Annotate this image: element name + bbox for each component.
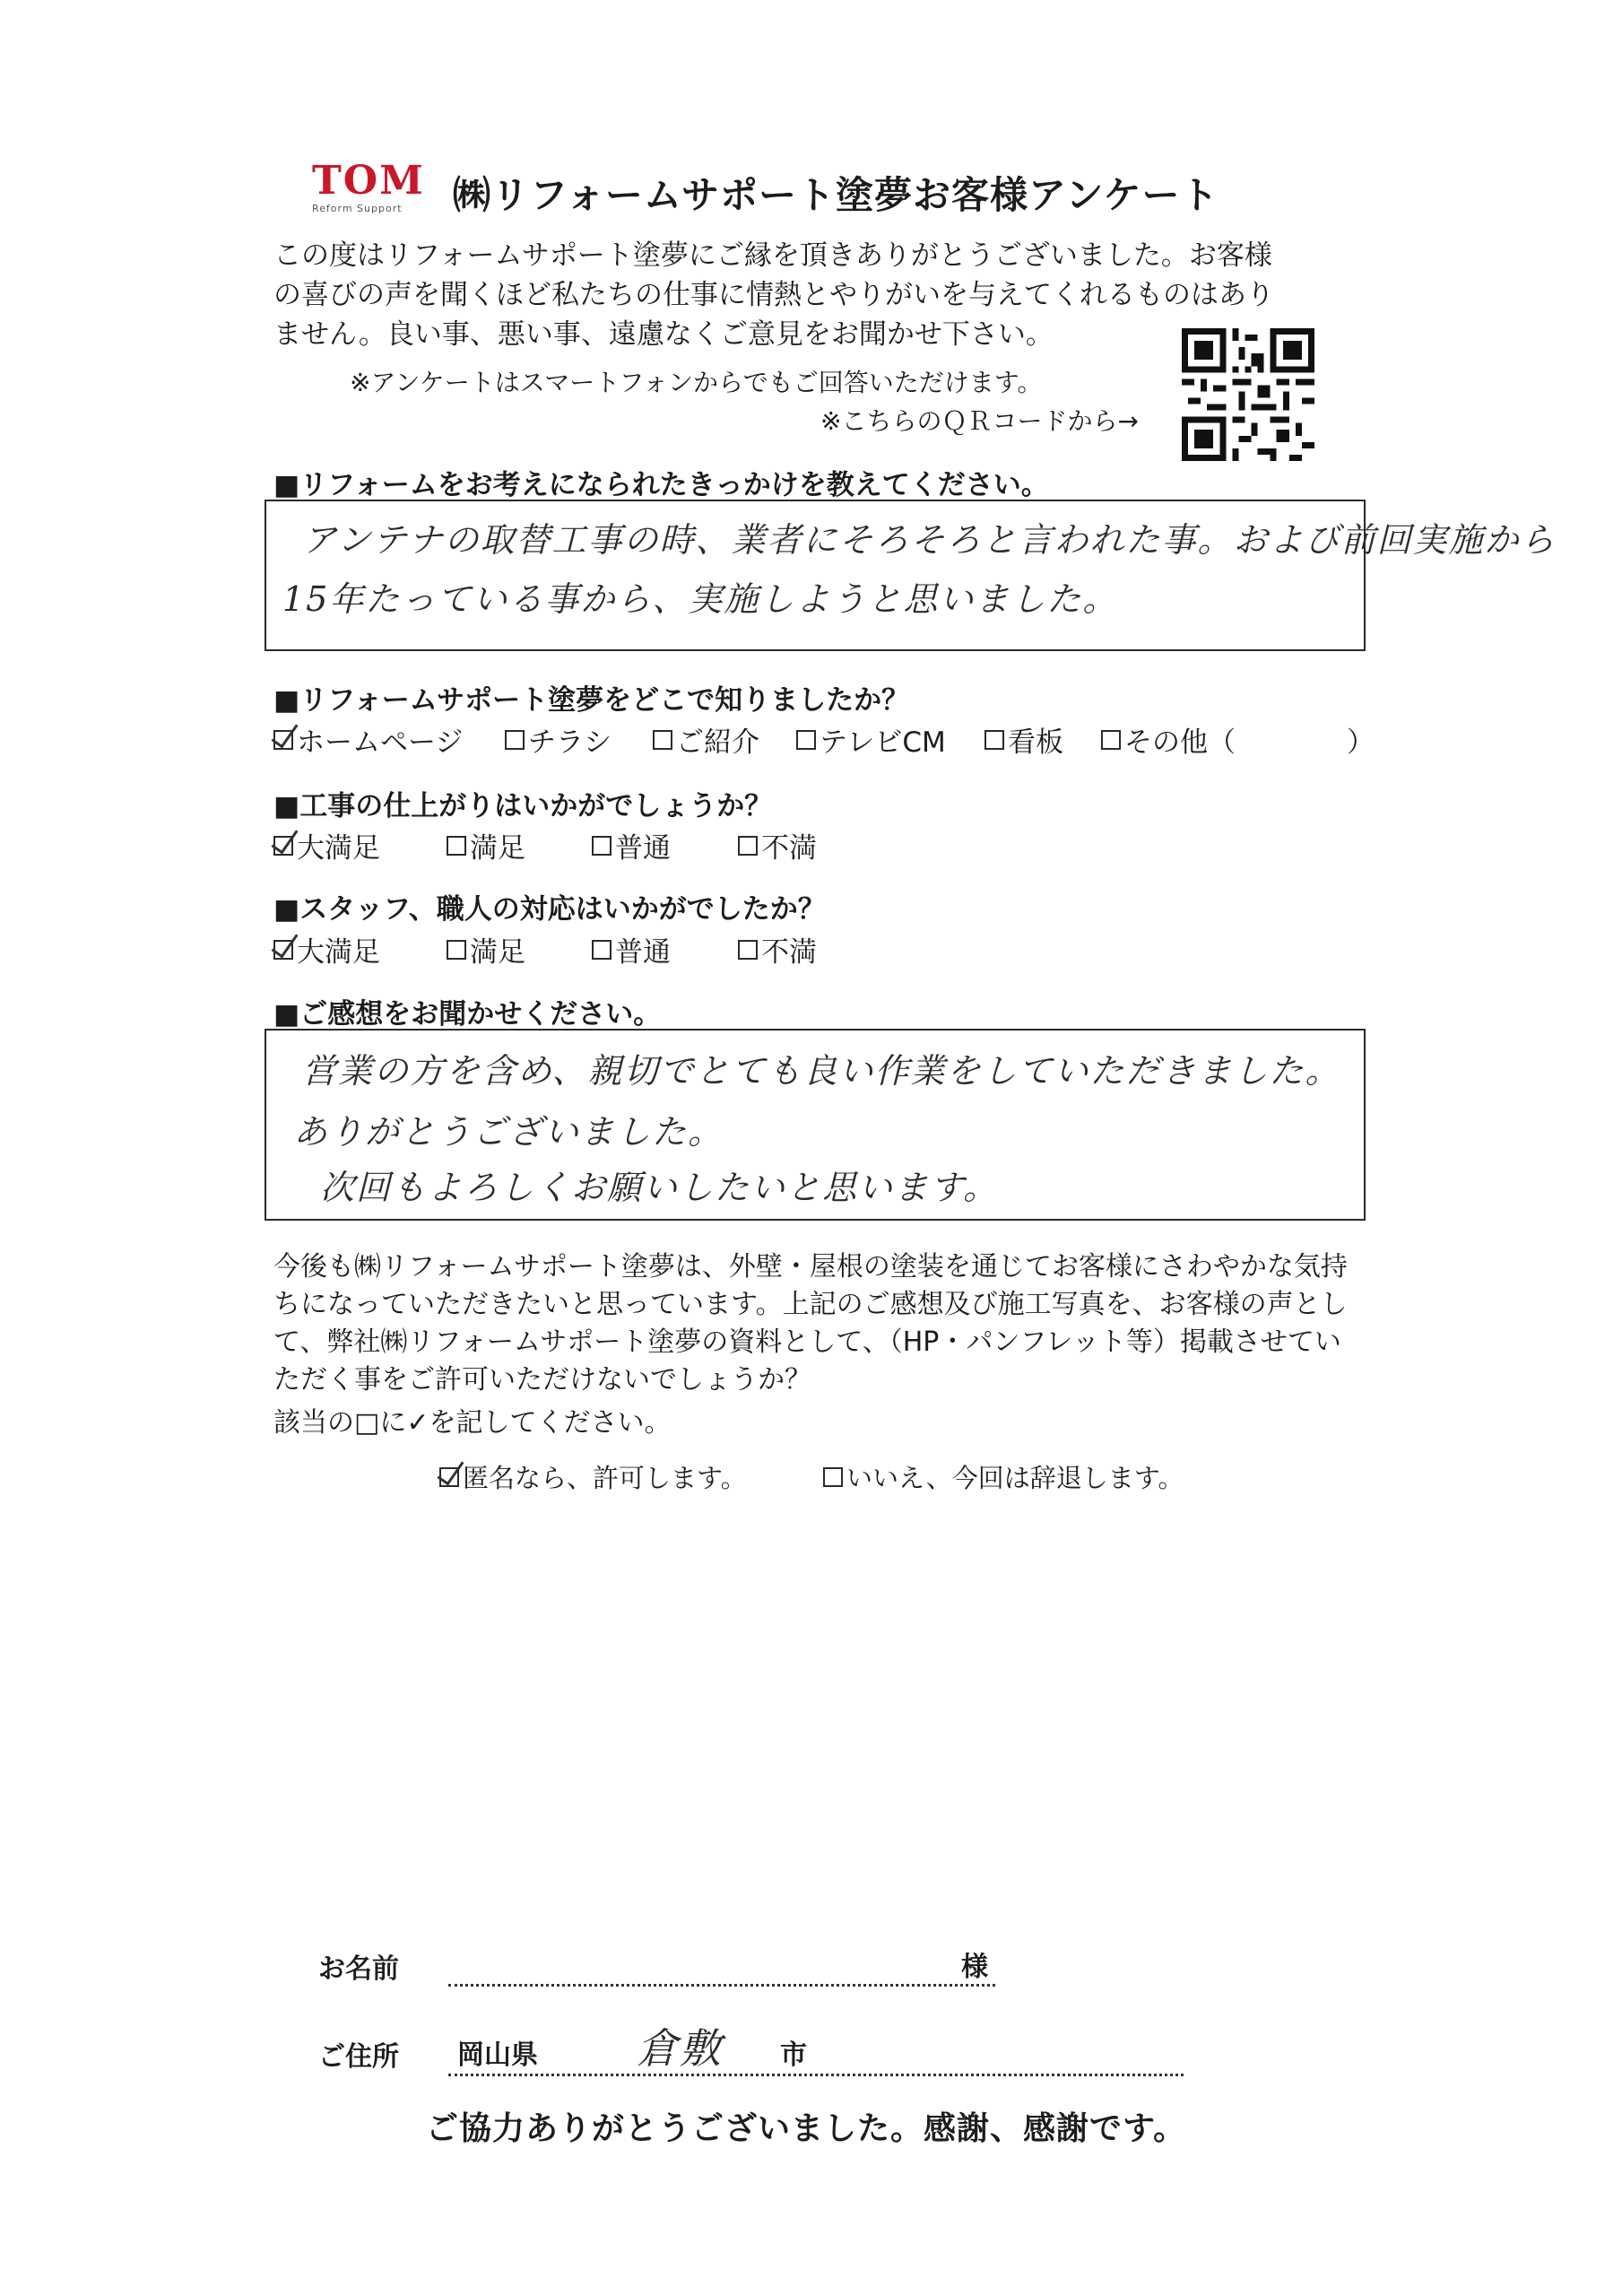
q2-option-signboard[interactable] bbox=[984, 719, 1063, 760]
permission-yes-label: 匿名なら、許可します。 bbox=[463, 1463, 747, 1493]
address-prefecture: 岡山県 bbox=[457, 2039, 538, 2071]
q2-option-other[interactable] bbox=[1101, 719, 1375, 760]
permission-option-anonymous[interactable] bbox=[439, 1458, 747, 1495]
q2-option-label: その他（ ） bbox=[1124, 726, 1375, 759]
q2-option-label: ホームページ bbox=[297, 726, 464, 759]
q3-option-label: 不満 bbox=[761, 832, 817, 865]
name-suffix: 様 bbox=[961, 1952, 988, 1983]
name-label: お名前 bbox=[318, 1953, 399, 1985]
q4-option-label: 大満足 bbox=[297, 936, 380, 969]
permission-instruction: 該当の□に✓を記してください。 bbox=[273, 1407, 672, 1439]
name-field[interactable] bbox=[448, 1982, 995, 1987]
logo-subtitle: Reform Support bbox=[312, 203, 403, 214]
checkbox-icon[interactable] bbox=[738, 940, 758, 960]
q4-option-very-satisfied[interactable] bbox=[273, 929, 380, 970]
permission-option-decline[interactable] bbox=[823, 1458, 1184, 1495]
q3-heading: ■工事の仕上がりはいかがでしょうか？ bbox=[273, 790, 773, 822]
checkbox-icon[interactable] bbox=[796, 730, 816, 750]
checkbox-checked-icon[interactable] bbox=[439, 1467, 459, 1487]
q2-option-flyer[interactable] bbox=[505, 719, 612, 760]
address-field[interactable] bbox=[448, 2072, 1184, 2076]
permission-line-3: て、弊社㈱リフォームサポート塗夢の資料として、（HP・パンフレット等）掲載させてい bbox=[273, 1326, 1341, 1358]
intro-line-1: この度はリフォームサポート塗夢にご縁を頂きありがとうございました。お客様 bbox=[273, 239, 1272, 272]
checkbox-icon[interactable] bbox=[823, 1467, 843, 1487]
checkbox-icon[interactable] bbox=[505, 730, 525, 750]
q3-option-label: 普通 bbox=[615, 832, 671, 865]
q2-option-referral[interactable] bbox=[653, 719, 759, 760]
q2-option-label: テレビCM bbox=[820, 726, 946, 759]
q4-option-dissatisfied[interactable] bbox=[738, 929, 817, 970]
q3-option-label: 満足 bbox=[470, 832, 525, 865]
q2-option-label: ご紹介 bbox=[676, 726, 759, 759]
q2-option-label: 看板 bbox=[1008, 726, 1063, 759]
q4-option-normal[interactable] bbox=[592, 929, 671, 970]
q3-option-satisfied[interactable] bbox=[447, 825, 525, 865]
q1-heading: ■リフォームをお考えになられたきっかけを教えてください。 bbox=[273, 469, 1049, 501]
address-label: ご住所 bbox=[318, 2041, 399, 2073]
q4-option-satisfied[interactable] bbox=[447, 929, 525, 970]
company-logo bbox=[312, 158, 425, 224]
q2-option-tvcm[interactable] bbox=[796, 719, 946, 760]
q2-option-label: チラシ bbox=[528, 726, 612, 759]
permission-no-label: いいえ、今回は辞退します。 bbox=[846, 1463, 1184, 1493]
q2-heading: ■リフォームサポート塗夢をどこで知りましたか？ bbox=[273, 684, 910, 717]
intro-line-3: ません。良い事、悪い事、遠慮なくご意見をお聞かせ下さい。 bbox=[273, 318, 1054, 351]
q5-answer-box[interactable] bbox=[265, 1029, 1366, 1221]
permission-line-1: 今後も㈱リフォームサポート塗夢は、外壁・屋根の塗装を通じてお客様にさわやかな気持 bbox=[273, 1251, 1348, 1283]
q4-option-label: 不満 bbox=[761, 936, 817, 969]
q2-options bbox=[273, 719, 1403, 759]
q1-answer-box[interactable] bbox=[265, 500, 1557, 651]
checkbox-icon[interactable] bbox=[1101, 730, 1121, 750]
q5-answer-line-2: ありがとうございました。 bbox=[293, 1112, 724, 1152]
logo-mark: TOM bbox=[312, 158, 425, 204]
checkbox-icon[interactable] bbox=[592, 940, 612, 960]
qr-note: ※こちらのＱＲコードから→ bbox=[820, 406, 1139, 436]
survey-title: ㈱リフォームサポート塗夢お客様アンケート bbox=[453, 173, 1219, 217]
checkbox-checked-icon[interactable] bbox=[273, 940, 293, 960]
q3-option-label: 大満足 bbox=[297, 832, 380, 865]
q1-answer-line-1: アンテナの取替工事の時、業者にそろそろと言われた事。および前回実施から bbox=[302, 520, 1557, 560]
checkbox-icon[interactable] bbox=[447, 836, 466, 856]
checkbox-icon[interactable] bbox=[592, 836, 612, 856]
address-city-suffix: 市 bbox=[780, 2039, 807, 2071]
q3-option-normal[interactable] bbox=[592, 825, 671, 865]
q4-heading: ■スタッフ、職人の対応はいかがでしたか？ bbox=[273, 893, 826, 926]
permission-line-2: ちになっていただきたいと思っています。上記のご感想及び施工写真を、お客様の声とし bbox=[273, 1289, 1348, 1320]
q3-options bbox=[273, 825, 1080, 865]
q4-options bbox=[273, 929, 1080, 969]
q4-option-label: 普通 bbox=[615, 936, 671, 969]
qr-code-icon[interactable] bbox=[1182, 328, 1314, 461]
checkbox-icon[interactable] bbox=[738, 836, 758, 856]
checkbox-icon[interactable] bbox=[984, 730, 1004, 750]
smartphone-note: ※アンケートはスマートフォンからでもご回答いただけます。 bbox=[350, 368, 1043, 397]
permission-options bbox=[439, 1458, 1246, 1494]
q5-answer-line-3: 次回もよろしくお願いしたいと思います。 bbox=[320, 1168, 999, 1207]
q1-answer-line-2: 15年たっている事から、実施しようと思いました。 bbox=[282, 579, 1119, 619]
q3-option-very-satisfied[interactable] bbox=[273, 825, 380, 865]
checkbox-checked-icon[interactable] bbox=[273, 836, 293, 856]
q3-option-dissatisfied[interactable] bbox=[738, 825, 817, 865]
q5-heading: ■ご感想をお聞かせください。 bbox=[273, 998, 662, 1031]
permission-line-4: ただく事をご許可いただけないでしょうか？ bbox=[273, 1364, 811, 1396]
checkbox-icon[interactable] bbox=[447, 940, 466, 960]
address-city-handwritten: 倉敷 bbox=[637, 2024, 723, 2073]
q2-option-homepage[interactable] bbox=[273, 719, 463, 760]
intro-line-2: の喜びの声を聞くほど私たちの仕事に情熱とやりがいを与えてくれるものはあり bbox=[273, 279, 1274, 311]
checkbox-checked-icon[interactable] bbox=[273, 730, 293, 750]
thanks-message: ご協力ありがとうございました。感謝、感謝です。 bbox=[426, 2110, 1187, 2147]
q4-option-label: 満足 bbox=[470, 936, 525, 969]
q5-answer-line-1: 営業の方を含め、親切でとても良い作業をしていただきました。 bbox=[302, 1051, 1341, 1091]
checkbox-icon[interactable] bbox=[653, 730, 672, 750]
